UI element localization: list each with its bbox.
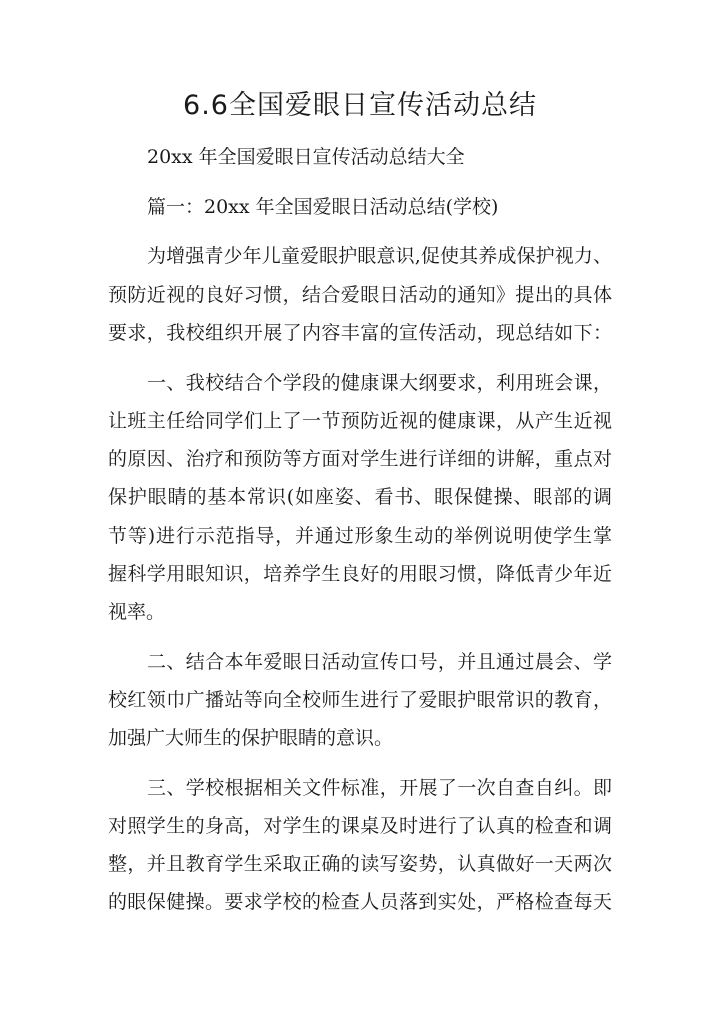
paragraph-4-line-1: 三、学校根据相关文件标准，开展了一次自查自纠。即 [147, 777, 612, 799]
paragraph-2-line-5: 节等)进行示范指导，并通过形象生动的举例说明使学生掌 [108, 525, 612, 547]
paragraph-2-line-3: 的原因、治疗和预防等方面对学生进行详细的讲解，重点对 [108, 448, 612, 470]
paragraph-1-line-1: 为增强青少年儿童爱眼护眼意识,促使其养成保护视力、 [147, 245, 612, 267]
paragraph-4-line-3: 整，并且教育学生采取正确的读写姿势，认真做好一天两次 [108, 853, 612, 875]
section-heading: 篇一：20xx 年全国爱眼日活动总结(学校) [147, 196, 499, 218]
paragraph-2-line-7: 视率。 [108, 601, 166, 623]
paragraph-2-line-1: 一、我校结合个学段的健康课大纲要求，利用班会课， [147, 372, 612, 394]
document-subtitle: 20xx 年全国爱眼日宣传活动总结大全 [147, 146, 465, 168]
paragraph-2-line-2: 让班主任给同学们上了一节预防近视的健康课，从产生近视 [108, 410, 612, 432]
paragraph-1-line-3: 要求，我校组织开展了内容丰富的宣传活动，现总结如下： [108, 322, 612, 344]
document-title: 6.6全国爱眼日宣传活动总结 [183, 90, 537, 121]
paragraph-2-line-4: 保护眼睛的基本常识(如座姿、看书、眼保健操、眼部的调 [108, 486, 612, 508]
paragraph-3-line-3: 加强广大师生的保护眼睛的意识。 [108, 727, 394, 749]
paragraph-2-line-6: 握科学用眼知识，培养学生良好的用眼习惯，降低青少年近 [108, 563, 612, 585]
paragraph-3-line-2: 校红领巾广播站等向全校师生进行了爱眼护眼常识的教育， [108, 689, 612, 711]
paragraph-4-line-4: 的眼保健操。要求学校的检查人员落到实处，严格检查每天 [108, 891, 612, 913]
paragraph-3-line-1: 二、结合本年爱眼日活动宣传口号，并且通过晨会、学 [147, 651, 612, 673]
paragraph-4-line-2: 对照学生的身高，对学生的课桌及时进行了认真的检查和调 [108, 815, 612, 837]
paragraph-1-line-2: 预防近视的良好习惯，结合爱眼日活动的通知》提出的具体 [108, 284, 612, 306]
